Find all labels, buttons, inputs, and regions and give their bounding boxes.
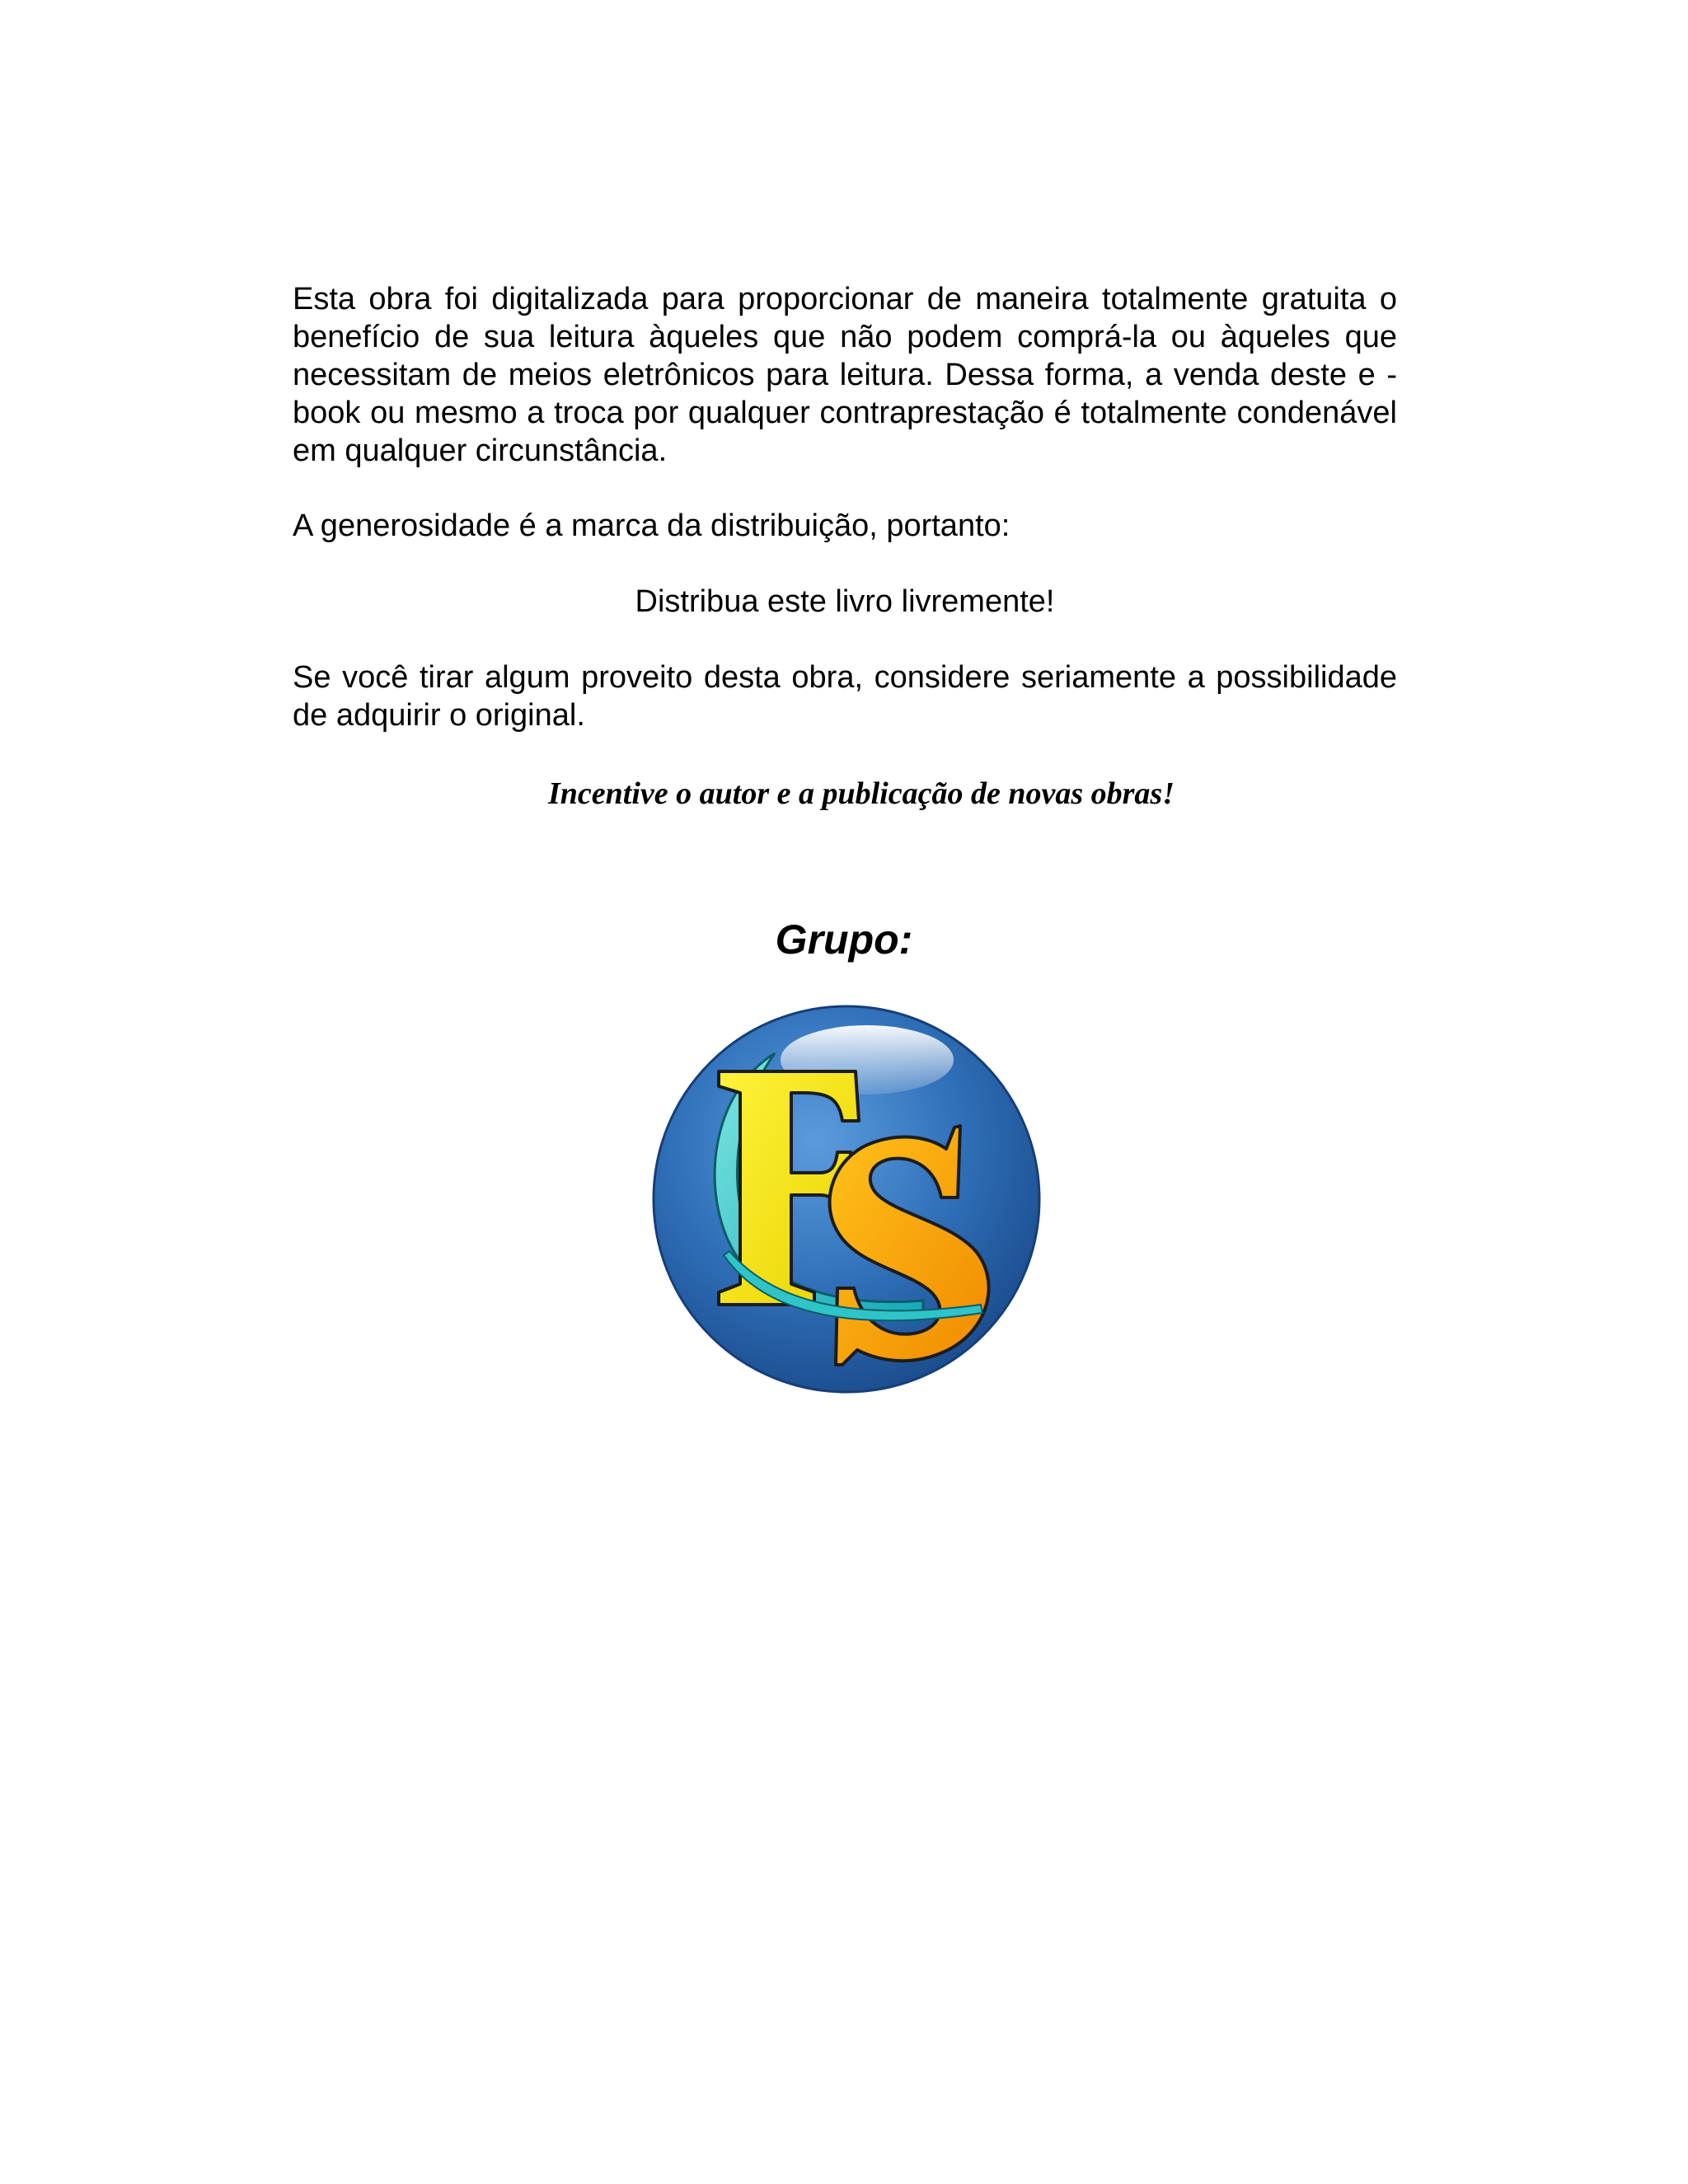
purchase-paragraph: Se você tirar algum proveito desta obra, considere seriamente a possibilidade de adquirir o original. <box>293 660 1397 733</box>
distribute-line: Distribua este livro livremente! <box>635 584 1055 619</box>
disclaimer-paragraph: Esta obra foi digitalizada para proporcionar de maneira totalmente gratuita o benefício de sua leitura àqueles que não podem comprá-la ou àqueles que necessitam de meios eletrônicos para leitura. Dessa forma, a venda deste e - book ou mesmo a troca por qualquer contraprestação é totalmente condenável em qualquer circunstância. <box>293 282 1397 468</box>
generosity-paragraph: A generosidade é a marca da distribuição, portanto: <box>293 509 1010 543</box>
encourage-author-line: Incentive o autor e a publicação de novas obras! <box>548 776 1175 811</box>
group-label: Grupo: <box>775 916 913 963</box>
fs-group-logo <box>651 1004 1042 1394</box>
document-body <box>293 280 1397 813</box>
